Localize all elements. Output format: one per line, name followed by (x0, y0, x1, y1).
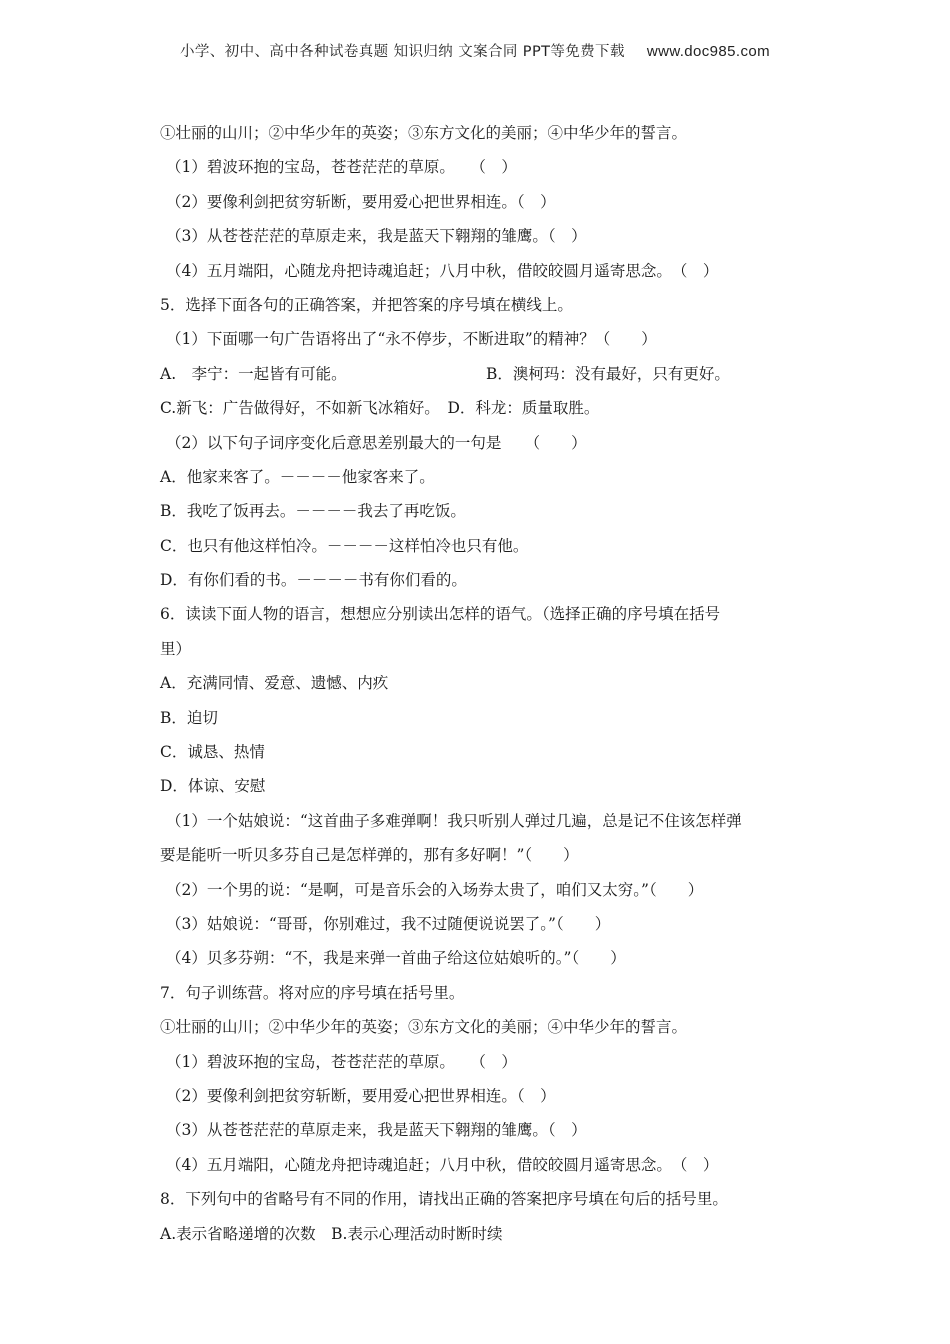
choice-line: A．他家来客了。－－－－他家客来了。 (160, 467, 435, 486)
question-heading: 8．下列句中的省略号有不同的作用，请找出正确的答案把序号填在句后的括号里。 (160, 1190, 728, 1209)
header-text: 小学、初中、高中各种试卷真题 知识归纳 文案合同 PPT等免费下载 (179, 44, 625, 60)
question-item: （3）姑娘说：“哥哥，你别难过，我不过随便说说罢了。”（ ） (166, 914, 611, 933)
choice-b: B．澳柯玛：没有最好，只有更好。 (486, 364, 730, 383)
page-header (0, 40, 950, 61)
question-heading-cont: 里） (160, 639, 192, 658)
question-item: （2）要像利剑把贫穷斩断，要用爱心把世界相连。（ ） (166, 1086, 556, 1105)
question-heading: 6．读读下面人物的语言，想想应分别读出怎样的语气。（选择正确的序号填在括号 (160, 605, 721, 624)
question-heading: 5．选择下面各句的正确答案，并把答案的序号填在横线上。 (160, 295, 573, 314)
question-item: （1）碧波环抱的宝岛，苍苍茫茫的草原。 （ ） (166, 1052, 517, 1071)
question-item: （2）一个男的说：“是啊，可是音乐会的入场券太贵了，咱们又太穷。”（ ） (166, 880, 704, 899)
options-line: ①壮丽的山川；②中华少年的英姿；③东方文化的美丽；④中华少年的誓言。 (160, 1018, 688, 1037)
header-site: www.doc985.com (646, 43, 771, 60)
choice-line: B．我吃了饭再去。－－－－我去了再吃饭。 (160, 502, 466, 521)
choice-row (160, 359, 800, 393)
options-line: ①壮丽的山川；②中华少年的英姿；③东方文化的美丽；④中华少年的誓言。 (160, 124, 688, 142)
choice-line: D．体谅、安慰 (160, 777, 266, 796)
choice-line: C．诚恳、热情 (160, 743, 265, 762)
question-item: （4）五月端阳，心随龙舟把诗魂追赶；八月中秋，借皎皎圆月遥寄思念。 （ ） (166, 261, 719, 280)
document-body (160, 118, 800, 1253)
question-item-cont: 要是能听一听贝多芬自己是怎样弹的，那有多好啊！”（ ） (160, 846, 579, 865)
choice-line: B．迫切 (160, 708, 218, 727)
choice-a: A. 李宁：一起皆有可能。 (160, 364, 347, 383)
question-item: （3）从苍苍茫茫的草原走来，我是蓝天下翱翔的雏鹰。（ ） (166, 227, 587, 246)
choice-line: D．有你们看的书。－－－－书有你们看的。 (160, 571, 467, 590)
choice-row: C.新飞：广告做得好，不如新飞冰箱好。 D．科龙：质量取胜。 (160, 399, 600, 418)
question-item: （1）碧波环抱的宝岛，苍苍茫茫的草原。 （ ） (166, 158, 517, 177)
question-item: （1）一个姑娘说：“这首曲子多难弹啊！我只听别人弹过几遍，总是记不住该怎样弹 (166, 811, 742, 830)
choice-line: A.表示省略递增的次数 B.表示心理活动时断时续 (160, 1224, 503, 1243)
choice-line: C．也只有他这样怕冷。－－－－这样怕冷也只有他。 (160, 536, 529, 555)
question-heading: 7．句子训练营。将对应的序号填在括号里。 (160, 983, 465, 1002)
question-item: （2）要像利剑把贫穷斩断，要用爱心把世界相连。（ ） (166, 192, 556, 211)
choice-line: A．充满同情、爱意、遗憾、内疚 (160, 674, 389, 693)
question-item: （4）贝多芬朔：“不，我是来弹一首曲子给这位姑娘听的。”（ ） (166, 949, 626, 968)
question-item: （2）以下句子词序变化后意思差别最大的一句是 （ ） (166, 433, 587, 452)
question-item: （1）下面哪一句广告语将出了“永不停步，不断进取”的精神？（ ） (166, 330, 657, 349)
question-item: （4）五月端阳，心随龙舟把诗魂追赶；八月中秋，借皎皎圆月遥寄思念。 （ ） (166, 1155, 719, 1174)
question-item: （3）从苍苍茫茫的草原走来，我是蓝天下翱翔的雏鹰。（ ） (166, 1121, 587, 1140)
